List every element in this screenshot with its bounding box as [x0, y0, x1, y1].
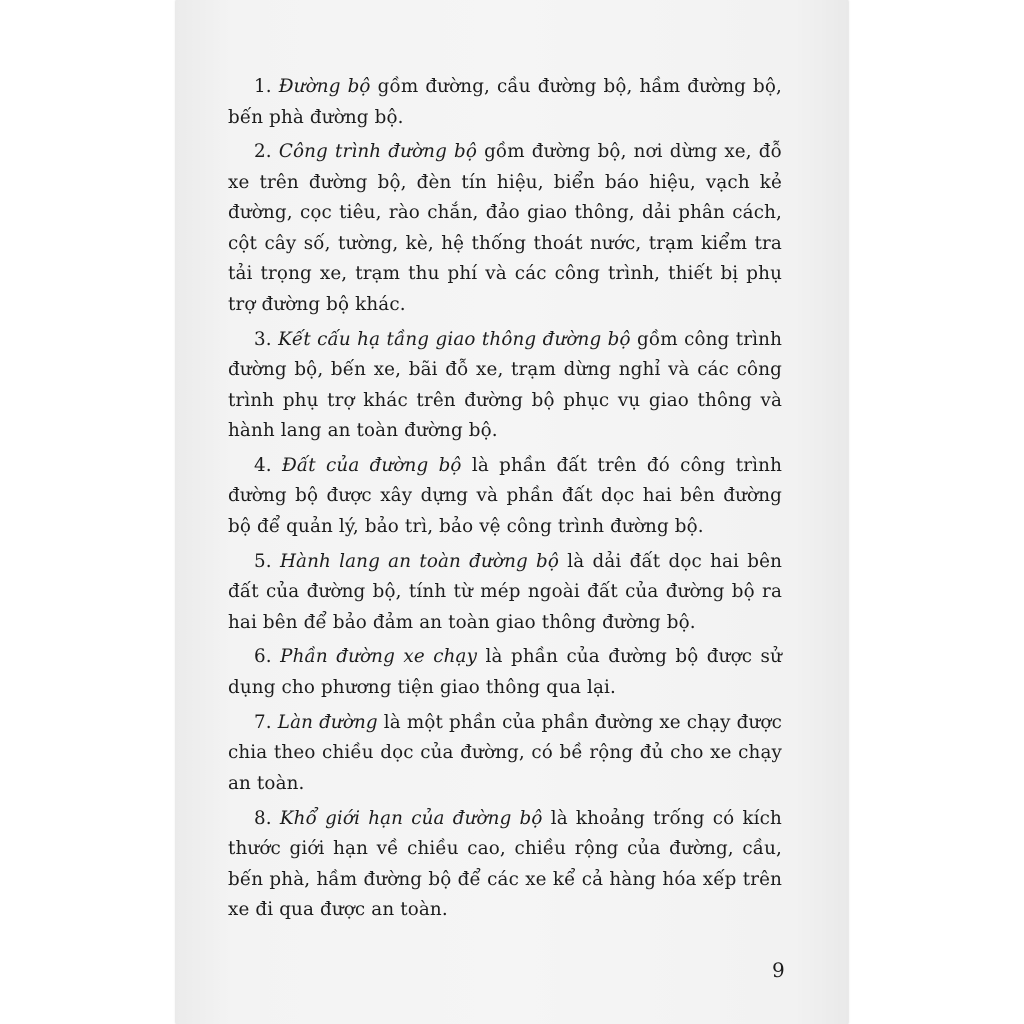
defined-term: Đường bộ	[278, 76, 371, 97]
definition-paragraph-2	[228, 137, 782, 320]
item-number: 3.	[254, 328, 279, 350]
page-number: 9	[772, 958, 785, 982]
definition-paragraph-5	[228, 547, 782, 639]
definition-paragraph-4	[228, 451, 782, 543]
definition-text: gồm công trình đường bộ, bến xe, bãi đỗ xe, trạm dừng nghỉ và các công trình phụ trợ khác trên đường bộ phục vụ giao thông và hành lang an toàn đường bộ.	[228, 328, 782, 442]
definition-text: là khoảng trống có kích thước giới hạn về chiều cao, chiều rộng của đường, cầu, bến phà, hầm đường bộ để các xe kể cả hàng hóa xếp trên xe đi qua được an toàn.	[228, 807, 782, 921]
item-number: 6.	[254, 646, 281, 668]
item-number: 2.	[254, 141, 279, 163]
definition-text: là dải đất dọc hai bên đất của đường bộ, tính từ mép ngoài đất của đường bộ ra hai bên để bảo đảm an toàn giao thông đường bộ.	[228, 550, 782, 633]
book-page	[176, 0, 848, 1024]
item-number: 7.	[254, 711, 278, 733]
page-body	[228, 72, 782, 930]
defined-term: Kết cấu hạ tầng giao thông đường bộ	[278, 328, 631, 350]
defined-term: Đất của đường bộ	[282, 454, 462, 476]
definition-text: gồm đường, cầu đường bộ, hầm đường bộ, bến phà đường bộ.	[228, 76, 782, 128]
item-number: 4.	[254, 454, 282, 476]
defined-term: Công trình đường bộ	[278, 141, 478, 163]
definition-paragraph-7	[228, 708, 782, 800]
definition-text: là phần của đường bộ được sử dụng cho phương tiện giao thông qua lại.	[228, 646, 782, 698]
item-number: 1.	[254, 76, 279, 97]
item-number: 5.	[254, 550, 280, 572]
definition-text: gồm đường bộ, nơi dừng xe, đỗ xe trên đường bộ, đèn tín hiệu, biển báo hiệu, vạch kẻ đường, cọc tiêu, rào chắn, đảo giao thông, dải phân cách, cột cây số, tường, kè, hệ thống thoát nước, trạm kiểm tra tải trọng xe, trạm thu phí và các công trình, thiết bị phụ trợ đường bộ khác.	[228, 141, 782, 315]
definition-text: là một phần của phần đường xe chạy được chia theo chiều dọc của đường, có bề rộng đủ cho xe chạy an toàn.	[228, 711, 782, 794]
definition-paragraph-6	[228, 642, 782, 703]
definition-paragraph-1	[228, 72, 782, 133]
defined-term: Phần đường xe chạy	[280, 646, 478, 668]
definition-paragraph-8	[228, 804, 782, 926]
definition-paragraph-3	[228, 325, 782, 447]
defined-term: Khổ giới hạn của đường bộ	[279, 807, 543, 829]
defined-term: Làn đường	[277, 711, 378, 733]
defined-term: Hành lang an toàn đường bộ	[279, 550, 560, 572]
item-number: 8.	[254, 807, 280, 829]
definition-text: là phần đất trên đó công trình đường bộ được xây dựng và phần đất dọc hai bên đường bộ để quản lý, bảo trì, bảo vệ công trình đường bộ.	[228, 454, 782, 537]
